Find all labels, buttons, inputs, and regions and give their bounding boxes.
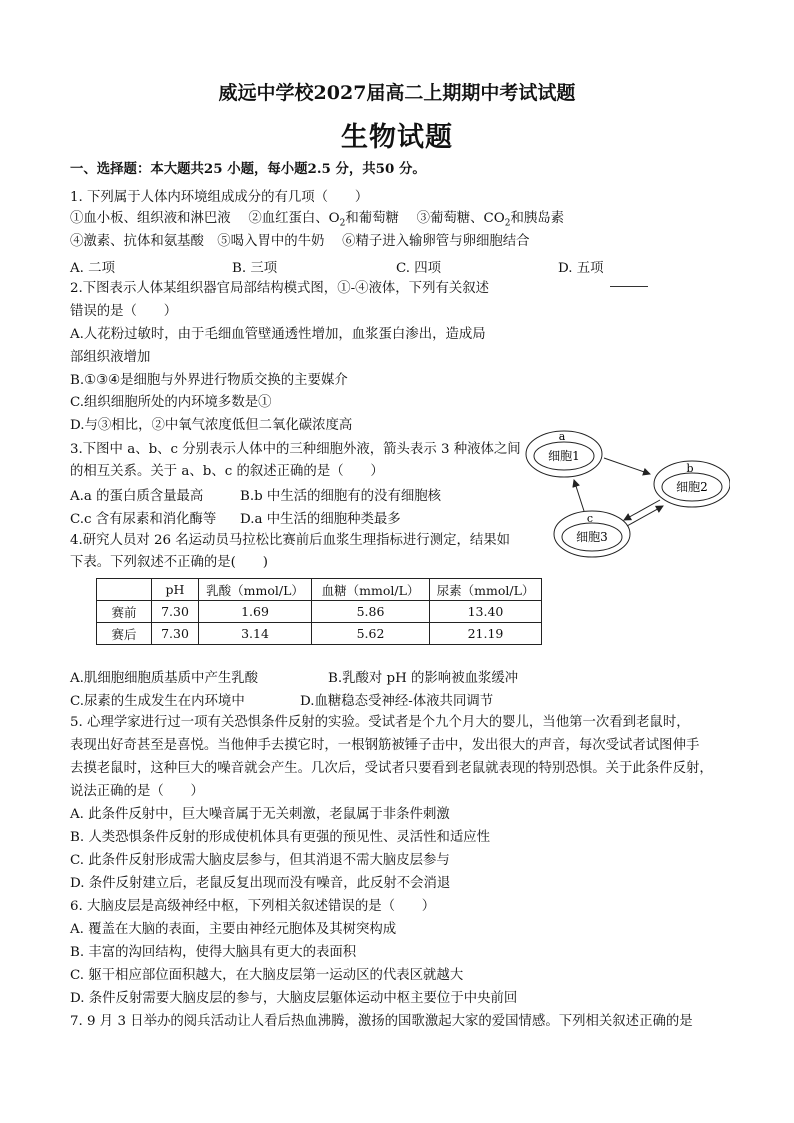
table-cell: 5.86: [312, 601, 430, 623]
exam-title: 威远中学校2027届高二上期期中考试试题: [218, 82, 576, 104]
q3-stem-line2: 的相互关系。关于 a、b、c 的叙述正确的是（ ）: [70, 464, 384, 479]
section-heading: 一、选择题：本大题共25 小题，每小题2.5 分，共50 分。: [70, 161, 426, 177]
table-row: [97, 601, 542, 623]
table-row: [97, 623, 542, 645]
table-header-cell: [97, 579, 152, 601]
figure-placeholder-line: [610, 286, 648, 287]
subject-title: 生物试题: [341, 122, 453, 153]
table-header-cell: 尿素（mmol/L）: [430, 579, 542, 601]
q3-stem-line1: 3.下图中 a、b、c 分别表示人体中的三种细胞外液，箭头表示 3 种液体之间: [70, 442, 521, 457]
q3-option-c: C.c 含有尿素和消化酶等: [70, 512, 217, 527]
table-cell: 13.40: [430, 601, 542, 623]
q1-items-line1: ①血小板、组织液和淋巴液 ②血红蛋白、$O_2$和葡萄糖 ③葡萄糖、$CO_2$和胰岛素: [70, 211, 565, 229]
q3-option-a: A.a 的蛋白质含量最高: [70, 489, 204, 504]
fluid-b-letter: b: [686, 462, 694, 475]
table-cell: 赛前: [97, 601, 152, 623]
cell2-label: 细胞2: [676, 480, 708, 494]
q4-option-b: B.乳酸对 pH 的影响被血浆缓冲: [328, 671, 519, 686]
q2-option-a-line1: A.人花粉过敏时，由于毛细血管壁通透性增加，血浆蛋白渗出，造成局: [70, 327, 486, 342]
fluid-a-node: [526, 430, 602, 477]
q4-stem-line1: 4.研究人员对 26 名运动员马拉松比赛前后血浆生理指标进行测定，结果如: [70, 533, 511, 548]
q5-option-a: A. 此条件反射中，巨大噪音属于无关刺激，老鼠属于非条件刺激: [70, 807, 450, 822]
table-cell: 5.62: [312, 623, 430, 645]
q6-option-a: A. 覆盖在大脑的表面，主要由神经元胞体及其树突构成: [70, 922, 397, 937]
q1-option-d: D. 五项: [558, 261, 604, 276]
table-cell: 3.14: [199, 623, 312, 645]
q3-option-d: D.a 中生活的细胞种类最多: [240, 512, 401, 527]
arrow-c-to-a: [574, 480, 584, 511]
table-cell: 7.30: [152, 601, 199, 623]
q1-stem: 1. 下列属于人体内环境组成成分的有几项（ ）: [70, 190, 369, 205]
q5-stem-line3: 去摸老鼠时，这种巨大的噪音就会产生。几次后，受试者只要看到老鼠就表现的特别恐惧。关于此条件反射，: [70, 761, 713, 776]
q6-option-c: C. 躯干相应部位面积越大，在大脑皮层第一运动区的代表区就越大: [70, 968, 464, 983]
q2-stem-line2: 错误的是（ ）: [70, 304, 178, 319]
table-header-cell: 血糖（mmol/L）: [312, 579, 430, 601]
q4-option-d: D.血糖稳态受神经-体液共同调节: [300, 694, 494, 709]
arrow-c-to-b: [627, 506, 663, 526]
q2-option-c: C.组织细胞所处的内环境多数是①: [70, 395, 272, 410]
table-header-cell: pH: [152, 579, 199, 601]
q5-option-c: C. 此条件反射形成需大脑皮层参与，但其消退不需大脑皮层参与: [70, 853, 450, 868]
fluid-b-node: [654, 461, 730, 507]
q5-stem-line2: 表现出好奇甚至是喜悦。当他伸手去摸它时，一根钢筋被锤子击中，发出很大的声音，每次受试者试图伸手: [70, 738, 700, 753]
q2-stem-line1: 2.下图表示人体某组织器官局部结构模式图，①-④液体，下列有关叙述: [70, 281, 490, 296]
q1-option-c: C. 四项: [396, 261, 442, 276]
cell1-label: 细胞1: [548, 449, 580, 463]
q6-option-d: D. 条件反射需要大脑皮层的参与，大脑皮层躯体运动中枢主要位于中央前回: [70, 991, 518, 1006]
fluid-a-letter: a: [558, 430, 566, 443]
q6-option-b: B. 丰富的沟回结构，使得大脑具有更大的表面积: [70, 945, 357, 960]
table-cell: 21.19: [430, 623, 542, 645]
q6-stem: 6. 大脑皮层是高级神经中枢，下列相关叙述错误的是（ ）: [70, 899, 436, 914]
q4-option-c: C.尿素的生成发生在内环境中: [70, 694, 245, 709]
blood-index-table: [96, 578, 542, 645]
table-header-cell: 乳酸（mmol/L）: [199, 579, 312, 601]
arrow-b-to-c: [624, 500, 660, 520]
fluid-diagram: [520, 420, 730, 565]
q5-stem-line1: 5. 心理学家进行过一项有关恐惧条件反射的实验。受试者是个九个月大的婴儿，当他第一次看到老鼠时，: [70, 715, 690, 730]
q1-option-a: A. 二项: [70, 261, 115, 276]
q5-stem-line4: 说法正确的是（ ）: [70, 784, 204, 799]
table-cell: 7.30: [152, 623, 199, 645]
fluid-c-node: [554, 511, 630, 557]
table-cell: 1.69: [199, 601, 312, 623]
q4-stem-line2: 下表。下列叙述不正确的是( ): [70, 555, 268, 570]
q5-option-d: D. 条件反射建立后，老鼠反复出现而没有噪音，此反射不会消退: [70, 876, 451, 891]
q5-option-b: B. 人类恐惧条件反射的形成使机体具有更强的预见性、灵活性和适应性: [70, 830, 491, 845]
fluid-c-letter: c: [586, 512, 594, 525]
arrow-a-to-b: [604, 458, 650, 474]
q1-items-line2: ④激素、抗体和氨基酸 ⑤喝入胃中的牛奶 ⑥精子进入输卵管与卵细胞结合: [70, 234, 530, 249]
q3-option-b: B.b 中生活的细胞有的没有细胞核: [240, 489, 442, 504]
q2-option-a-line2: 部组织液增加: [70, 350, 151, 365]
q2-option-d: D.与③相比，②中氧气浓度低但二氧化碳浓度高: [70, 418, 353, 433]
q2-option-b: B.①③④是细胞与外界进行物质交换的主要媒介: [70, 373, 348, 388]
q4-option-a: A.肌细胞细胞质基质中产生乳酸: [70, 671, 259, 686]
cell3-label: 细胞3: [576, 530, 608, 544]
table-cell: 赛后: [97, 623, 152, 645]
q7-stem: 7. 9 月 3 日举办的阅兵活动让人看后热血沸腾，激扬的国歌激起大家的爱国情感。下列相关叙述正确的是: [70, 1014, 693, 1029]
table-header-row: [97, 579, 542, 601]
q1-option-b: B. 三项: [232, 261, 278, 276]
